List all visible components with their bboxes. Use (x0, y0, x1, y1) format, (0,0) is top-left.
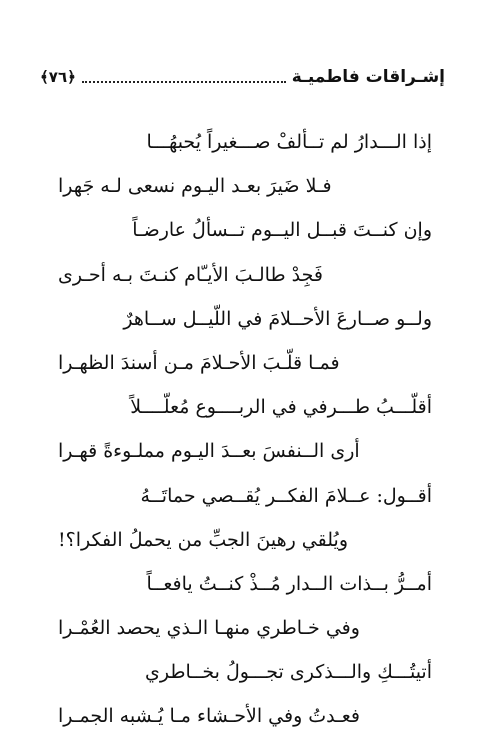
poem-line: أقلّـــبُ طـــرفي في الربــــوع مُعلّــــلاً (130, 396, 432, 419)
poem-line: إذا الـــدارُ لم تــألفْ صـــغيراً يُحبهُـــا (146, 131, 432, 153)
poem (58, 120, 432, 739)
dotted-leader (82, 71, 286, 83)
book-title: إشـراقات فاطميـة (291, 67, 445, 87)
page-number: ﴿٧٦﴾ (40, 68, 76, 86)
poem-line: فـلا ضَيرَ بعـد اليـوم نسعى لـه جَهرا (58, 175, 332, 198)
poem-line: أتيتُـــكِ والـــذكرى تجـــولُ بخــاطري (144, 661, 432, 684)
poem-line: فعـدتُ وفي الأحـشاء مـا يُـشبه الجمـرا (58, 705, 360, 728)
poem-line: أقــول: عــلامَ الفكــر يُقــصي حماتَــهُ (140, 484, 432, 507)
poem-line: فمـا قلّـبَ الأحـلامَ مـن أسندَ الظهـرا (58, 351, 340, 374)
poem-line: وإن كنــتَ قبــل اليــوم تــسألُ عارضـاً (132, 219, 432, 242)
poem-line: أرى الــنفسَ بعــدَ اليـوم مملـوءةً قهـرا (58, 440, 360, 463)
poem-line: أمــرُّ بــذات الــدار مُــذْ كنــتُ يافعــاً (146, 572, 432, 595)
poem-line: وفي خـاطري منهـا الـذي يحصد العُمْـرا (58, 617, 360, 640)
poem-line: ولــو صــارعَ الأحــلامَ في اللّيــل ســاهرٌ (123, 307, 432, 330)
poem-line: ويُلقي رهينَ الجبِّ من يحملُ الفكرا؟! (58, 528, 349, 551)
running-header (40, 64, 445, 90)
poem-line: فَجِدْ طالـبَ الأيـّام كنـتَ بـه أحـرى (58, 263, 323, 286)
